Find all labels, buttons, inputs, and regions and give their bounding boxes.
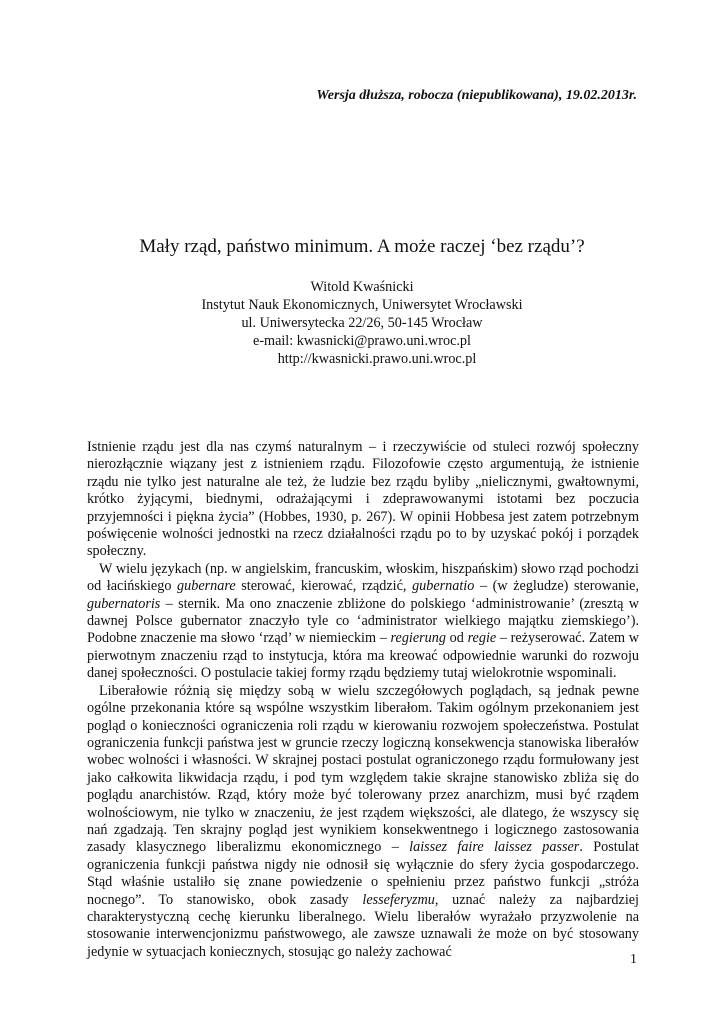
author-name: Witold Kwaśnicki: [310, 279, 414, 295]
author-email: e-mail: kwasnicki@prawo.uni.wroc.pl: [253, 333, 471, 349]
term-regie: regie: [467, 630, 497, 647]
term-gubernatio: gubernatio: [412, 578, 475, 595]
paragraph-1: Istnienie rządu jest dla nas czymś naturalnym – i rzeczywiście od stuleci rozwój społeczny nierozłącznie wiązany jest z istnieniem rządu. Filozofowie często argumentują, że istnienie rządu nie tylko jest naturalne ale też, że ludzie bez rządu byliby „nielicznymi, gwałtownymi, krótko żyjącymi, biednymi, odrażającymi i zdeprawowanymi istotami bez poczucia przyjemności i piękna życia” (Hobbes, 1930, p. 267). W opinii Hobbesa jest zatem potrzebnym poświęcenie wolności jednostki na rzecz działalności rządu po to by uzyskać pokój i porządek społeczny.: [87, 439, 639, 560]
term-laissez-faire: laissez faire laissez passer: [409, 839, 580, 856]
paragraph-2: W wielu językach (np. w angielskim, francuskim, włoskim, hiszpańskim) słowo rząd pochodzi od łacińskiego gubernare sterować, kierować, rządzić, gubernatio – (w żegludze) sterowanie, gubernatoris – sternik. Ma ono znaczenie zbliżone do polskiego ‘administrowanie’ (zresztą w dawnej Polsce gubernator znaczyło tyle co ‘administrator wielkiego majątku ziemskiego’). Podobne znaczenie ma słowo ‘rząd’ w niemieckim – regierung od regie – reżyserować. Zatem w pierwotnym znaczeniu rząd to instytucja, która ma kreować odpowiednie warunki do rozwoju danej społeczności. O postulacie takiej formy rządu będziemy tutaj wielokrotnie wspominali.: [87, 560, 640, 682]
page-number: 1: [630, 952, 637, 967]
author-address: ul. Uniwersytecka 22/26, 50-145 Wrocław: [241, 315, 483, 331]
author-institute: Instytut Nauk Ekonomicznych, Uniwersytet Wrocławski: [201, 297, 523, 313]
paragraph-3: Liberałowie różnią się między sobą w wielu szczegółowych poglądach, są jednak pewne ogólne przekonania które są wspólne wszystkim liberałom. Takim ogólnym przekonaniem jest pogląd o konieczności ograniczenia roli rządu w kierowaniu rozwojem społeczeństwa. Postulat ograniczenia funkcji państwa jest w gruncie rzeczy logiczną konsekwencja stanowiska liberałów wobec wolności i własności. W skrajnej postaci postulat ograniczonego rządu formułowany jest jako całkowita likwidacja rządu, i pod tym względem takie skrajne stanowisko zbliża się do poglądu anarchistów. Rząd, który może być tolerowany przez anarchizm, musi być rządem wolnościowym, nie tylko w znaczeniu, że jest rządem większości, ale dlatego, że wszyscy się nań zgadzają. Ten skrajny pogląd jest wynikiem konsekwentnego i logicznego zastosowania zasady klasycznego liberalizmu ekonomicznego – laissez faire laissez passer. Postulat ograniczenia funkcji państwa nigdy nie odnosił się wyłącznie do sfery życia gospodarczego. Stąd właśnie ustaliło się znane powiedzenie o spełnieniu przez państwo funkcji „stróża nocnego”. To stanowisko, obok zasady lesseferyzmu, uznać należy za najbardziej charakterystyczną cechę kierunku liberalnego. Wielu liberałów wyrażało przyzwolenie na stosowanie interwencjonizmu państwowego, ale zawsze uznawali że może on być stosowany jedynie w sytuacjach koniecznych, stosując go należy zachować: [87, 682, 639, 960]
version-note: Wersja dłuższa, robocza (niepublikowana), 19.02.2013r.: [316, 88, 637, 103]
document-title: Mały rząd, państwo minimum. A może raczej ‘bez rządu’?: [139, 236, 585, 257]
author-url: http://kwasnicki.prawo.uni.wroc.pl: [277, 351, 477, 367]
term-lesseferyzm: lesseferyzmu: [362, 891, 435, 908]
author-block: [0, 278, 724, 368]
term-gubernare: gubernare: [177, 578, 236, 595]
term-gubernatoris: gubernatoris: [87, 595, 161, 612]
term-regierung: regierung: [390, 630, 446, 647]
body-text: [87, 439, 639, 961]
